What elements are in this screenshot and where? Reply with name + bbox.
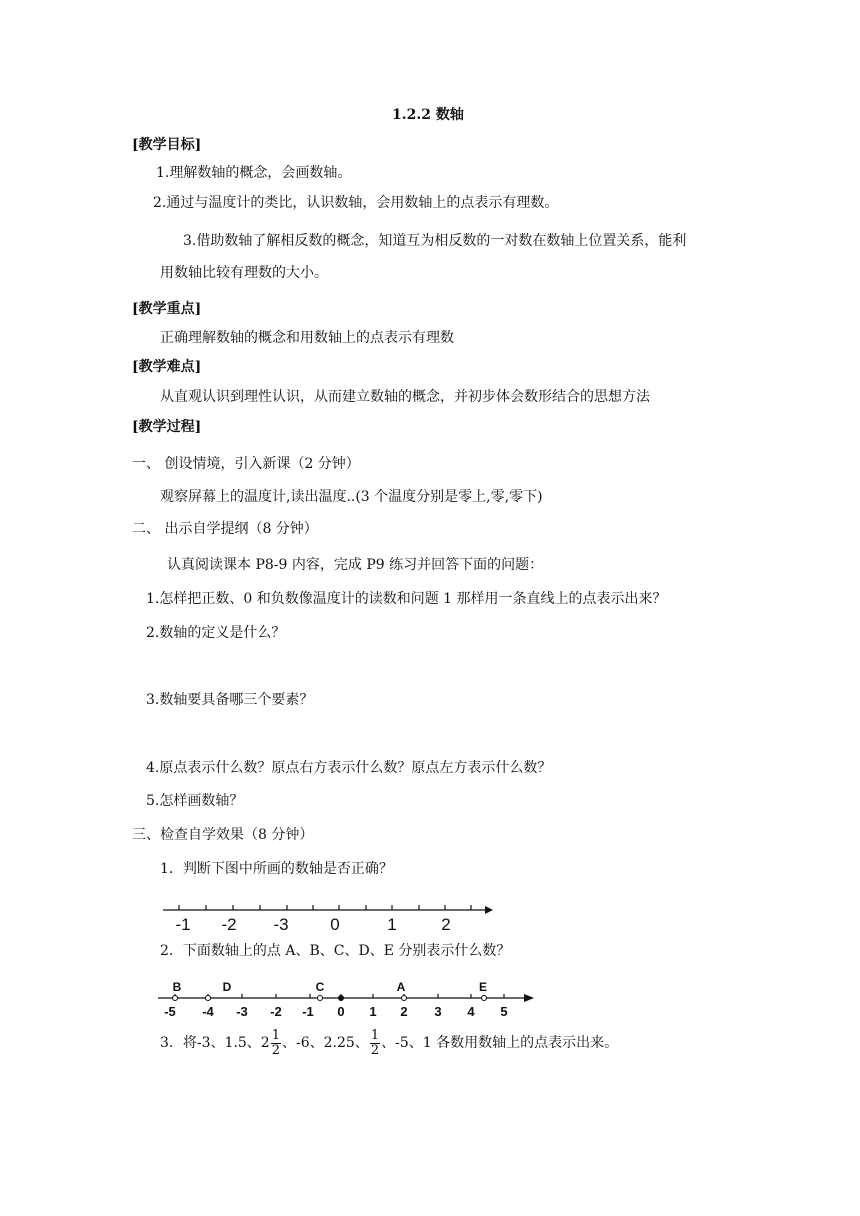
section2-intro: 认真阅读课本 P8-9 内容，完成 P9 练习并回答下面的问题： [167,557,544,573]
q3-mid: 、-6、2.25、 [282,1035,369,1051]
axis-2-point-label: D [222,980,232,994]
axis-1-label: -1 [175,915,191,934]
objectives-heading: [教学目标] [132,137,202,153]
question-2: 2.数轴的定义是什么？ [146,625,286,641]
section1-text: 观察屏幕上的温度计,读出温度..(3 个温度分别是零上,零,零下) [160,489,543,505]
difficulties-heading: [教学难点] [132,359,202,375]
check-question-1: 1．判断下图中所画的数轴是否正确？ [160,861,393,877]
axis-2-point-marker [173,996,178,1001]
axis-2-point-marker [318,996,323,1001]
difficulties-text: 从直观认识到理性认识，从而建立数轴的概念，并初步体会数形结合的思想方法 [160,389,650,405]
q3-suffix: 、-5、1 各数用数轴上的点表示出来。 [381,1035,619,1051]
question-1: 1.怎样把正数、0 和负数像温度计的读数和问题 1 那样用一条直线上的点表示出来？ [146,591,667,607]
axis-2-label: -3 [236,1004,248,1019]
axis-1-label: -2 [221,915,237,934]
axis-2-origin-dot [338,995,344,1001]
axis-2-label: -4 [202,1004,214,1019]
question-4: 4.原点表示什么数？原点右方表示什么数？原点左方表示什么数？ [146,760,552,776]
axis-1-label: 1 [387,915,397,934]
fraction-one-half-a: $\frac{1}{2}$ [271,1027,280,1058]
axis-2-point-label: C [315,980,325,994]
axis-1-label: 2 [441,915,451,934]
axis-2-arrow [524,994,534,1002]
objective-item-3-cont: 用数轴比较有理数的大小。 [160,265,328,281]
axis-2-point-label: E [478,980,488,994]
objective-item-1: 1.理解数轴的概念，会画数轴。 [156,165,352,181]
axis-2-label: -5 [164,1004,176,1019]
section1-label: 一、 创设情境，引入新课（2 分钟） [132,456,360,472]
question-3: 3.数轴要具备哪三个要素？ [146,692,314,708]
axis-1-label: 0 [330,915,340,934]
key-points-heading: [教学重点] [132,301,202,317]
number-axis-1 [163,902,493,932]
key-points-text: 正确理解数轴的概念和用数轴上的点表示有理数 [160,330,454,346]
objective-item-2: 2.通过与温度计的类比，认识数轴，会用数轴上的点表示有理数。 [153,195,559,211]
axis-1-label: -3 [273,915,289,934]
section3-label: 三、检查自学效果（8 分钟） [132,827,314,843]
question-5: 5.怎样画数轴？ [146,793,244,809]
axis-2-point-marker [206,996,211,1001]
axis-1-arrow [485,906,493,914]
check-question-3 [160,1026,618,1060]
q3-prefix: 3．将-3、1.5、2 [160,1035,270,1051]
axis-2-label: 2 [400,1004,408,1019]
axis-2-label: 3 [434,1004,442,1019]
axis-2-label: 4 [467,1004,475,1019]
axis-2-label: 1 [369,1004,377,1019]
section2-label: 二、 出示自学提纲（8 分钟） [132,521,318,537]
axis-2-label: 0 [337,1004,345,1019]
objective-item-3: 3.借助数轴了解相反数的概念，知道互为相反数的一对数在数轴上位置关系，能利 [183,233,687,249]
axis-2-label: 5 [500,1004,508,1019]
process-heading: [教学过程] [132,419,202,435]
fraction-one-half-b: $\frac{1}{2}$ [370,1027,380,1058]
axis-2-label: -1 [302,1004,314,1019]
check-question-2: 2．下面数轴上的点 A、B、C、D、E 分别表示什么数？ [160,943,511,959]
axis-2-label: -2 [270,1004,282,1019]
axis-2-point-marker [402,996,407,1001]
number-axis-2 [158,980,538,1020]
axis-2-point-label: A [396,980,406,994]
page-title: 1.2.2 数轴 [392,107,464,123]
axis-2-point-marker [482,996,487,1001]
axis-2-point-label: B [172,980,182,994]
